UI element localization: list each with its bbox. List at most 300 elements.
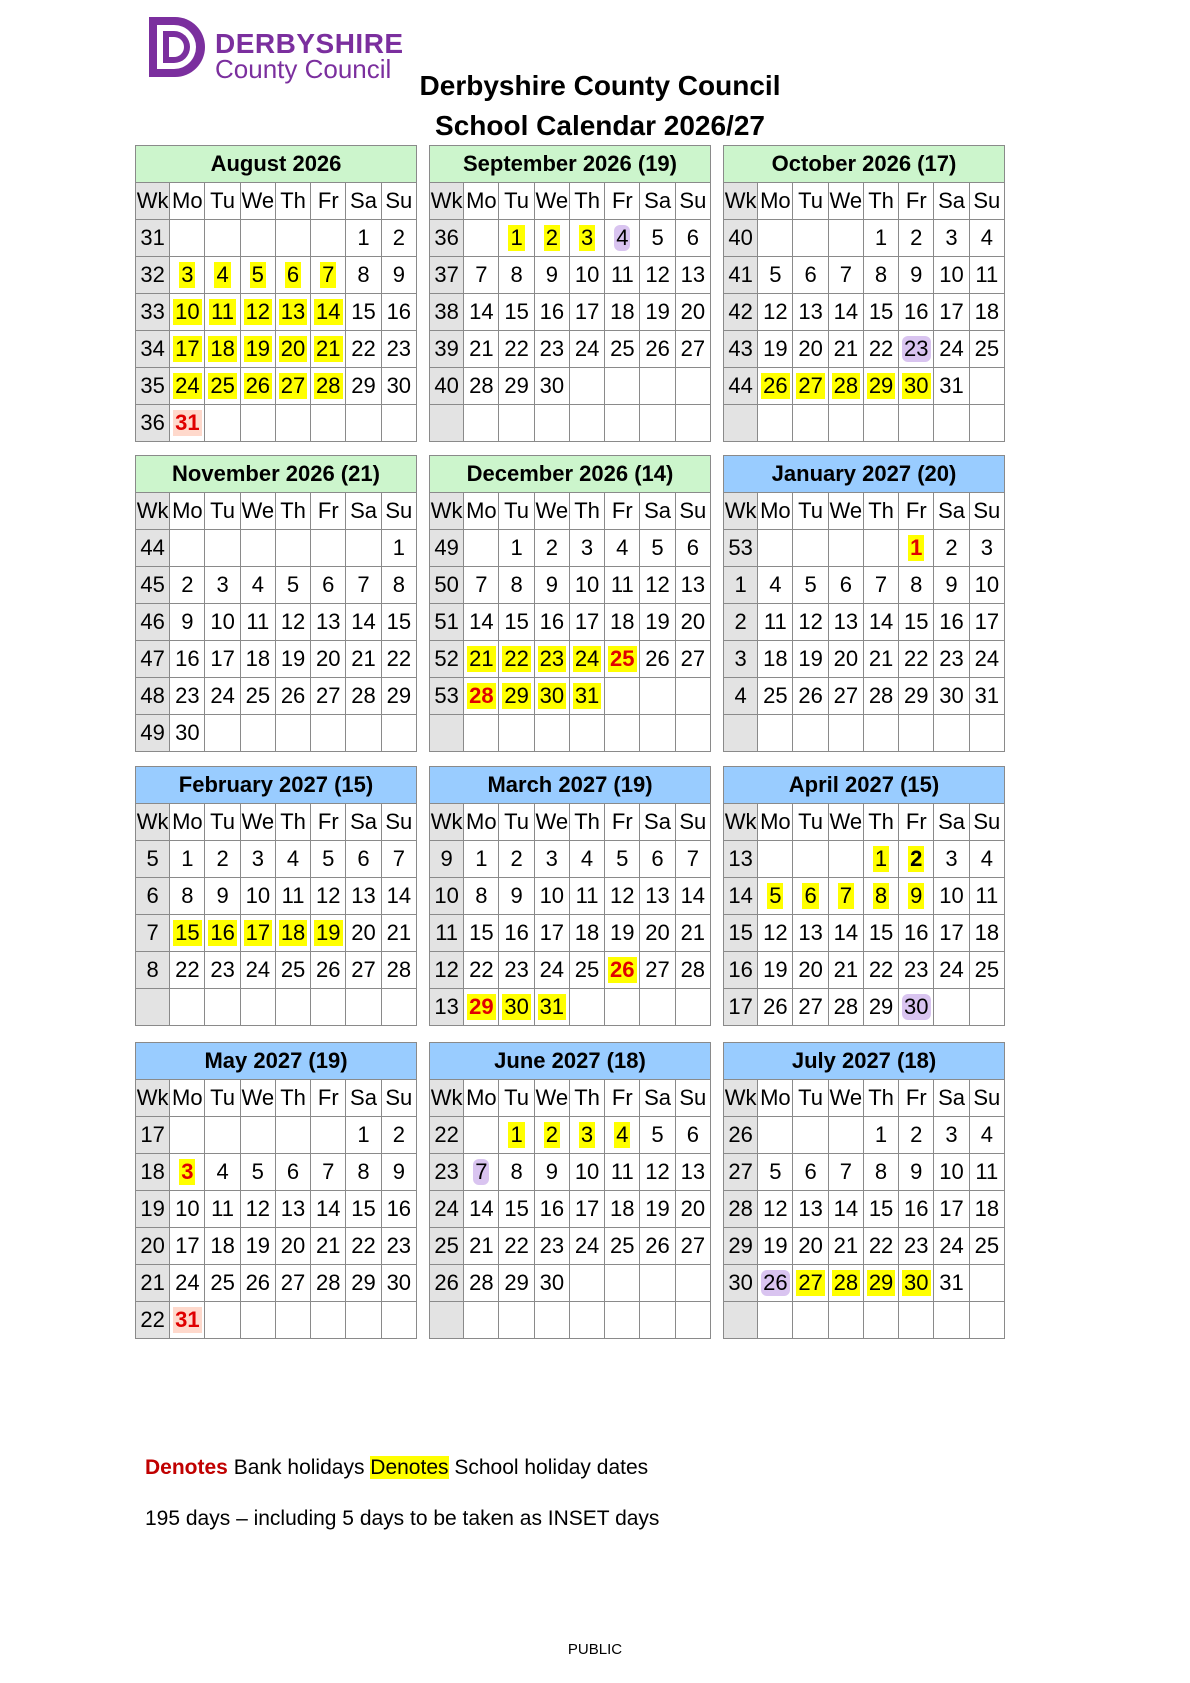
day-cell <box>605 405 640 442</box>
day-cell <box>640 405 675 442</box>
day-cell <box>758 1265 793 1302</box>
date-number: 10 <box>939 883 964 908</box>
week-number <box>724 1302 758 1339</box>
date-number: 8 <box>357 1159 370 1184</box>
day-cell <box>934 405 969 442</box>
school-holiday-date: 25 <box>210 373 235 398</box>
date-number: 17 <box>939 1196 964 1221</box>
day-cell <box>275 878 310 915</box>
day-cell <box>464 1191 499 1228</box>
day-cell <box>569 1191 604 1228</box>
date-number: 23 <box>386 1233 412 1258</box>
day-cell <box>311 331 346 368</box>
inset-day-date: 26 <box>763 1270 788 1295</box>
inset-day-date: 23 <box>904 336 929 361</box>
date-number: 13 <box>316 609 341 634</box>
week-row <box>724 567 1005 604</box>
day-cell <box>640 989 675 1026</box>
day-header: Mo <box>464 183 499 220</box>
date-number: 23 <box>175 683 200 708</box>
day-cell <box>899 368 934 405</box>
week-number: 13 <box>724 841 758 878</box>
day-cell <box>675 1228 710 1265</box>
date-number: 5 <box>804 572 817 597</box>
day-cell <box>170 1191 205 1228</box>
week-row <box>724 989 1005 1026</box>
date-number: 5 <box>769 262 782 287</box>
day-cell <box>605 1154 640 1191</box>
date-number: 14 <box>833 299 859 324</box>
day-cell <box>605 878 640 915</box>
school-holiday-date: 28 <box>316 373 341 398</box>
bank-holiday-date: 3 <box>181 1159 194 1184</box>
date-number: 4 <box>580 846 594 871</box>
date-number: 1 <box>475 846 488 871</box>
day-cell <box>934 915 969 952</box>
date-number: 27 <box>680 1233 706 1258</box>
day-cell <box>863 641 898 678</box>
day-header: Sa <box>640 1080 675 1117</box>
school-holiday-date: 29 <box>868 373 894 398</box>
day-cell <box>758 841 793 878</box>
day-cell <box>240 567 275 604</box>
date-number: 12 <box>316 883 341 908</box>
date-number: 26 <box>645 1233 670 1258</box>
date-number: 15 <box>504 609 529 634</box>
school-holiday-date: 1 <box>874 846 888 871</box>
month-title: October 2026 (17) <box>724 146 1005 183</box>
day-cell <box>969 257 1004 294</box>
day-cell <box>863 331 898 368</box>
week-row <box>136 641 417 678</box>
date-number: 14 <box>833 920 859 945</box>
day-cell <box>793 1117 828 1154</box>
month-calendar <box>723 766 1005 1026</box>
day-cell <box>640 294 675 331</box>
day-header: Wk <box>136 493 170 530</box>
week-row <box>430 841 711 878</box>
date-number: 18 <box>974 1196 1000 1221</box>
day-cell <box>205 604 240 641</box>
week-number: 34 <box>136 331 170 368</box>
school-holiday-date: 19 <box>316 920 341 945</box>
day-cell <box>675 294 710 331</box>
day-cell <box>640 1265 675 1302</box>
week-row <box>136 1191 417 1228</box>
day-cell <box>534 567 569 604</box>
day-cell <box>828 1302 863 1339</box>
date-number: 28 <box>680 957 706 982</box>
day-header: We <box>534 493 569 530</box>
date-number: 24 <box>210 683 235 708</box>
day-cell <box>346 989 381 1026</box>
day-cell <box>828 331 863 368</box>
day-cell <box>311 952 346 989</box>
day-cell <box>499 952 534 989</box>
day-cell <box>934 678 969 715</box>
day-cell <box>240 1265 275 1302</box>
date-number: 8 <box>874 1159 888 1184</box>
day-cell <box>828 567 863 604</box>
day-cell <box>758 530 793 567</box>
week-number: 40 <box>430 368 464 405</box>
day-cell <box>534 989 569 1026</box>
date-number: 5 <box>651 225 664 250</box>
day-cell <box>464 604 499 641</box>
date-number: 12 <box>645 1159 670 1184</box>
day-cell <box>675 952 710 989</box>
day-cell <box>899 641 934 678</box>
week-number <box>430 405 464 442</box>
day-cell <box>534 915 569 952</box>
day-cell <box>240 915 275 952</box>
week-row <box>724 220 1005 257</box>
day-cell <box>170 1265 205 1302</box>
school-holiday-date: 21 <box>469 646 494 671</box>
day-cell <box>640 1154 675 1191</box>
day-cell <box>311 567 346 604</box>
day-cell <box>758 604 793 641</box>
day-cell <box>899 878 934 915</box>
day-cell <box>934 641 969 678</box>
date-number: 12 <box>645 262 670 287</box>
day-cell <box>793 294 828 331</box>
day-cell <box>464 878 499 915</box>
week-number: 32 <box>136 257 170 294</box>
date-number: 13 <box>680 572 706 597</box>
day-cell <box>675 878 710 915</box>
day-cell <box>464 331 499 368</box>
date-number: 5 <box>651 535 664 560</box>
date-number: 6 <box>286 1159 300 1184</box>
date-number: 21 <box>680 920 706 945</box>
day-cell <box>899 841 934 878</box>
week-row <box>136 405 417 442</box>
week-row <box>136 257 417 294</box>
school-holiday-date: 17 <box>245 920 271 945</box>
day-cell <box>863 405 898 442</box>
day-cell <box>240 294 275 331</box>
date-number: 10 <box>574 262 600 287</box>
day-cell <box>464 715 499 752</box>
school-holiday-date: 7 <box>322 262 335 287</box>
week-number: 49 <box>430 530 464 567</box>
date-number: 17 <box>539 920 565 945</box>
day-header: Th <box>569 1080 604 1117</box>
day-cell <box>675 641 710 678</box>
week-number: 30 <box>724 1265 758 1302</box>
day-cell <box>534 604 569 641</box>
date-number: 23 <box>904 1233 929 1258</box>
day-cell <box>275 530 310 567</box>
date-number: 8 <box>357 262 370 287</box>
day-cell <box>569 294 604 331</box>
day-cell <box>381 604 416 641</box>
day-cell <box>275 331 310 368</box>
day-cell <box>793 915 828 952</box>
day-header: Su <box>675 1080 710 1117</box>
day-cell <box>534 220 569 257</box>
date-number: 10 <box>210 609 235 634</box>
day-cell <box>863 1265 898 1302</box>
date-number: 19 <box>763 336 788 361</box>
day-header: Sa <box>640 493 675 530</box>
day-header: Sa <box>934 183 969 220</box>
school-holiday-date: 24 <box>175 373 200 398</box>
week-row <box>724 257 1005 294</box>
date-number: 10 <box>245 883 271 908</box>
day-cell <box>934 567 969 604</box>
school-holiday-date: 28 <box>833 373 859 398</box>
day-cell <box>863 878 898 915</box>
day-cell <box>758 331 793 368</box>
day-cell <box>275 641 310 678</box>
day-cell <box>464 915 499 952</box>
date-number: 28 <box>833 994 859 1019</box>
day-cell <box>534 952 569 989</box>
date-number: 9 <box>545 1159 558 1184</box>
day-cell <box>899 915 934 952</box>
day-cell <box>534 641 569 678</box>
day-cell <box>934 1265 969 1302</box>
day-cell <box>969 530 1004 567</box>
week-number: 17 <box>136 1117 170 1154</box>
day-cell <box>969 1117 1004 1154</box>
day-header: Mo <box>758 183 793 220</box>
date-number: 20 <box>680 1196 706 1221</box>
day-cell <box>534 294 569 331</box>
week-row <box>430 567 711 604</box>
day-cell <box>605 1191 640 1228</box>
day-cell <box>605 368 640 405</box>
day-cell <box>346 678 381 715</box>
day-cell <box>346 368 381 405</box>
day-cell <box>569 952 604 989</box>
school-holiday-date: 5 <box>251 262 264 287</box>
day-cell <box>464 1228 499 1265</box>
date-number: 12 <box>610 883 635 908</box>
day-header: Wk <box>724 804 758 841</box>
week-row <box>136 567 417 604</box>
date-number: 15 <box>904 609 929 634</box>
day-cell <box>240 1154 275 1191</box>
week-number: 50 <box>430 567 464 604</box>
day-cell <box>275 715 310 752</box>
date-number: 22 <box>351 1233 376 1258</box>
date-number: 11 <box>610 572 634 597</box>
date-number: 22 <box>175 957 200 982</box>
date-number: 13 <box>833 609 859 634</box>
day-cell <box>170 1117 205 1154</box>
day-cell <box>569 641 604 678</box>
school-holiday-date: 21 <box>316 336 341 361</box>
day-cell <box>569 1302 604 1339</box>
school-holiday-date: 15 <box>175 920 200 945</box>
school-holiday-date: 29 <box>868 1270 894 1295</box>
day-cell <box>311 257 346 294</box>
date-number: 14 <box>469 1196 494 1221</box>
day-cell <box>205 368 240 405</box>
day-cell <box>569 678 604 715</box>
day-cell <box>899 1117 934 1154</box>
week-row <box>724 405 1005 442</box>
date-number: 29 <box>904 683 929 708</box>
date-number: 30 <box>386 1270 412 1295</box>
date-number: 25 <box>245 683 271 708</box>
date-number: 3 <box>251 846 264 871</box>
day-cell <box>934 989 969 1026</box>
day-cell <box>464 567 499 604</box>
week-number: 43 <box>724 331 758 368</box>
day-cell <box>605 567 640 604</box>
day-cell <box>381 641 416 678</box>
date-number: 22 <box>868 336 894 361</box>
day-header: Mo <box>170 183 205 220</box>
week-row <box>136 915 417 952</box>
week-row <box>430 715 711 752</box>
day-cell <box>381 368 416 405</box>
day-cell <box>675 1191 710 1228</box>
date-number: 20 <box>798 957 823 982</box>
inset-day-date: 7 <box>475 1159 488 1184</box>
school-holiday-date: 10 <box>175 299 200 324</box>
day-cell <box>275 952 310 989</box>
week-number: 3 <box>724 641 758 678</box>
date-number: 18 <box>574 920 600 945</box>
school-holiday-date: 30 <box>539 683 565 708</box>
date-number: 22 <box>504 1233 529 1258</box>
day-cell <box>346 257 381 294</box>
legend-bank-text: Bank holidays <box>227 1456 371 1479</box>
day-cell <box>240 952 275 989</box>
date-number: 15 <box>868 920 894 945</box>
day-cell <box>240 989 275 1026</box>
school-holiday-date: 30 <box>904 1270 929 1295</box>
date-number: 24 <box>574 336 600 361</box>
day-cell <box>793 878 828 915</box>
day-header: Sa <box>934 804 969 841</box>
date-number: 16 <box>904 1196 929 1221</box>
day-cell <box>758 1191 793 1228</box>
day-cell <box>758 989 793 1026</box>
week-number: 41 <box>724 257 758 294</box>
day-cell <box>793 1154 828 1191</box>
month-calendar <box>723 145 1005 442</box>
week-number: 14 <box>724 878 758 915</box>
day-cell <box>899 1265 934 1302</box>
day-cell <box>640 331 675 368</box>
date-number: 20 <box>680 609 706 634</box>
day-cell <box>640 715 675 752</box>
day-cell <box>381 331 416 368</box>
day-cell <box>311 641 346 678</box>
date-number: 11 <box>975 1159 999 1184</box>
day-cell <box>499 989 534 1026</box>
day-header: Tu <box>205 183 240 220</box>
day-header: Fr <box>311 804 346 841</box>
day-cell <box>640 368 675 405</box>
day-cell <box>275 1302 310 1339</box>
footer-classification: PUBLIC <box>567 1641 623 1658</box>
day-cell <box>793 567 828 604</box>
week-number: 22 <box>136 1302 170 1339</box>
day-cell <box>464 257 499 294</box>
day-cell <box>758 641 793 678</box>
day-cell <box>205 715 240 752</box>
day-cell <box>934 878 969 915</box>
date-number: 2 <box>910 225 923 250</box>
date-number: 16 <box>904 920 929 945</box>
week-row <box>430 530 711 567</box>
day-cell <box>828 841 863 878</box>
date-number: 1 <box>874 225 888 250</box>
day-cell <box>240 1228 275 1265</box>
day-header: We <box>828 1080 863 1117</box>
date-number: 19 <box>645 609 670 634</box>
day-cell <box>170 530 205 567</box>
week-number: 48 <box>136 678 170 715</box>
day-header: Su <box>675 804 710 841</box>
day-cell <box>346 915 381 952</box>
date-number: 26 <box>798 683 823 708</box>
day-cell <box>346 1302 381 1339</box>
day-cell <box>675 1117 710 1154</box>
week-row <box>136 604 417 641</box>
date-number: 17 <box>939 920 964 945</box>
day-header: Su <box>381 1080 416 1117</box>
date-number: 28 <box>351 683 376 708</box>
day-cell <box>170 567 205 604</box>
day-cell <box>464 1265 499 1302</box>
date-number: 18 <box>610 299 635 324</box>
day-cell <box>793 1302 828 1339</box>
date-number: 24 <box>939 336 964 361</box>
day-cell <box>534 1228 569 1265</box>
day-cell <box>240 368 275 405</box>
day-cell <box>899 405 934 442</box>
day-cell <box>381 841 416 878</box>
date-number: 19 <box>763 1233 788 1258</box>
day-cell <box>311 405 346 442</box>
derbyshire-logo-mark-icon <box>145 13 213 81</box>
date-number: 20 <box>645 920 670 945</box>
school-holiday-date: 17 <box>175 336 200 361</box>
day-cell <box>969 1191 1004 1228</box>
date-number: 12 <box>280 609 306 634</box>
school-holiday-date: 1 <box>510 225 523 250</box>
date-number: 25 <box>280 957 306 982</box>
day-cell <box>275 1117 310 1154</box>
day-cell <box>205 220 240 257</box>
day-cell <box>346 952 381 989</box>
date-number: 24 <box>939 1233 964 1258</box>
day-cell <box>240 1302 275 1339</box>
date-number: 13 <box>798 920 823 945</box>
day-cell <box>499 1302 534 1339</box>
day-cell <box>899 220 934 257</box>
day-cell <box>640 530 675 567</box>
day-cell <box>863 220 898 257</box>
date-number: 19 <box>645 299 670 324</box>
day-header: Mo <box>464 804 499 841</box>
day-cell <box>534 1302 569 1339</box>
month-calendar <box>429 766 711 1026</box>
date-number: 13 <box>680 1159 706 1184</box>
day-header: Mo <box>170 493 205 530</box>
week-row <box>430 641 711 678</box>
date-number: 21 <box>833 336 859 361</box>
day-cell <box>499 715 534 752</box>
